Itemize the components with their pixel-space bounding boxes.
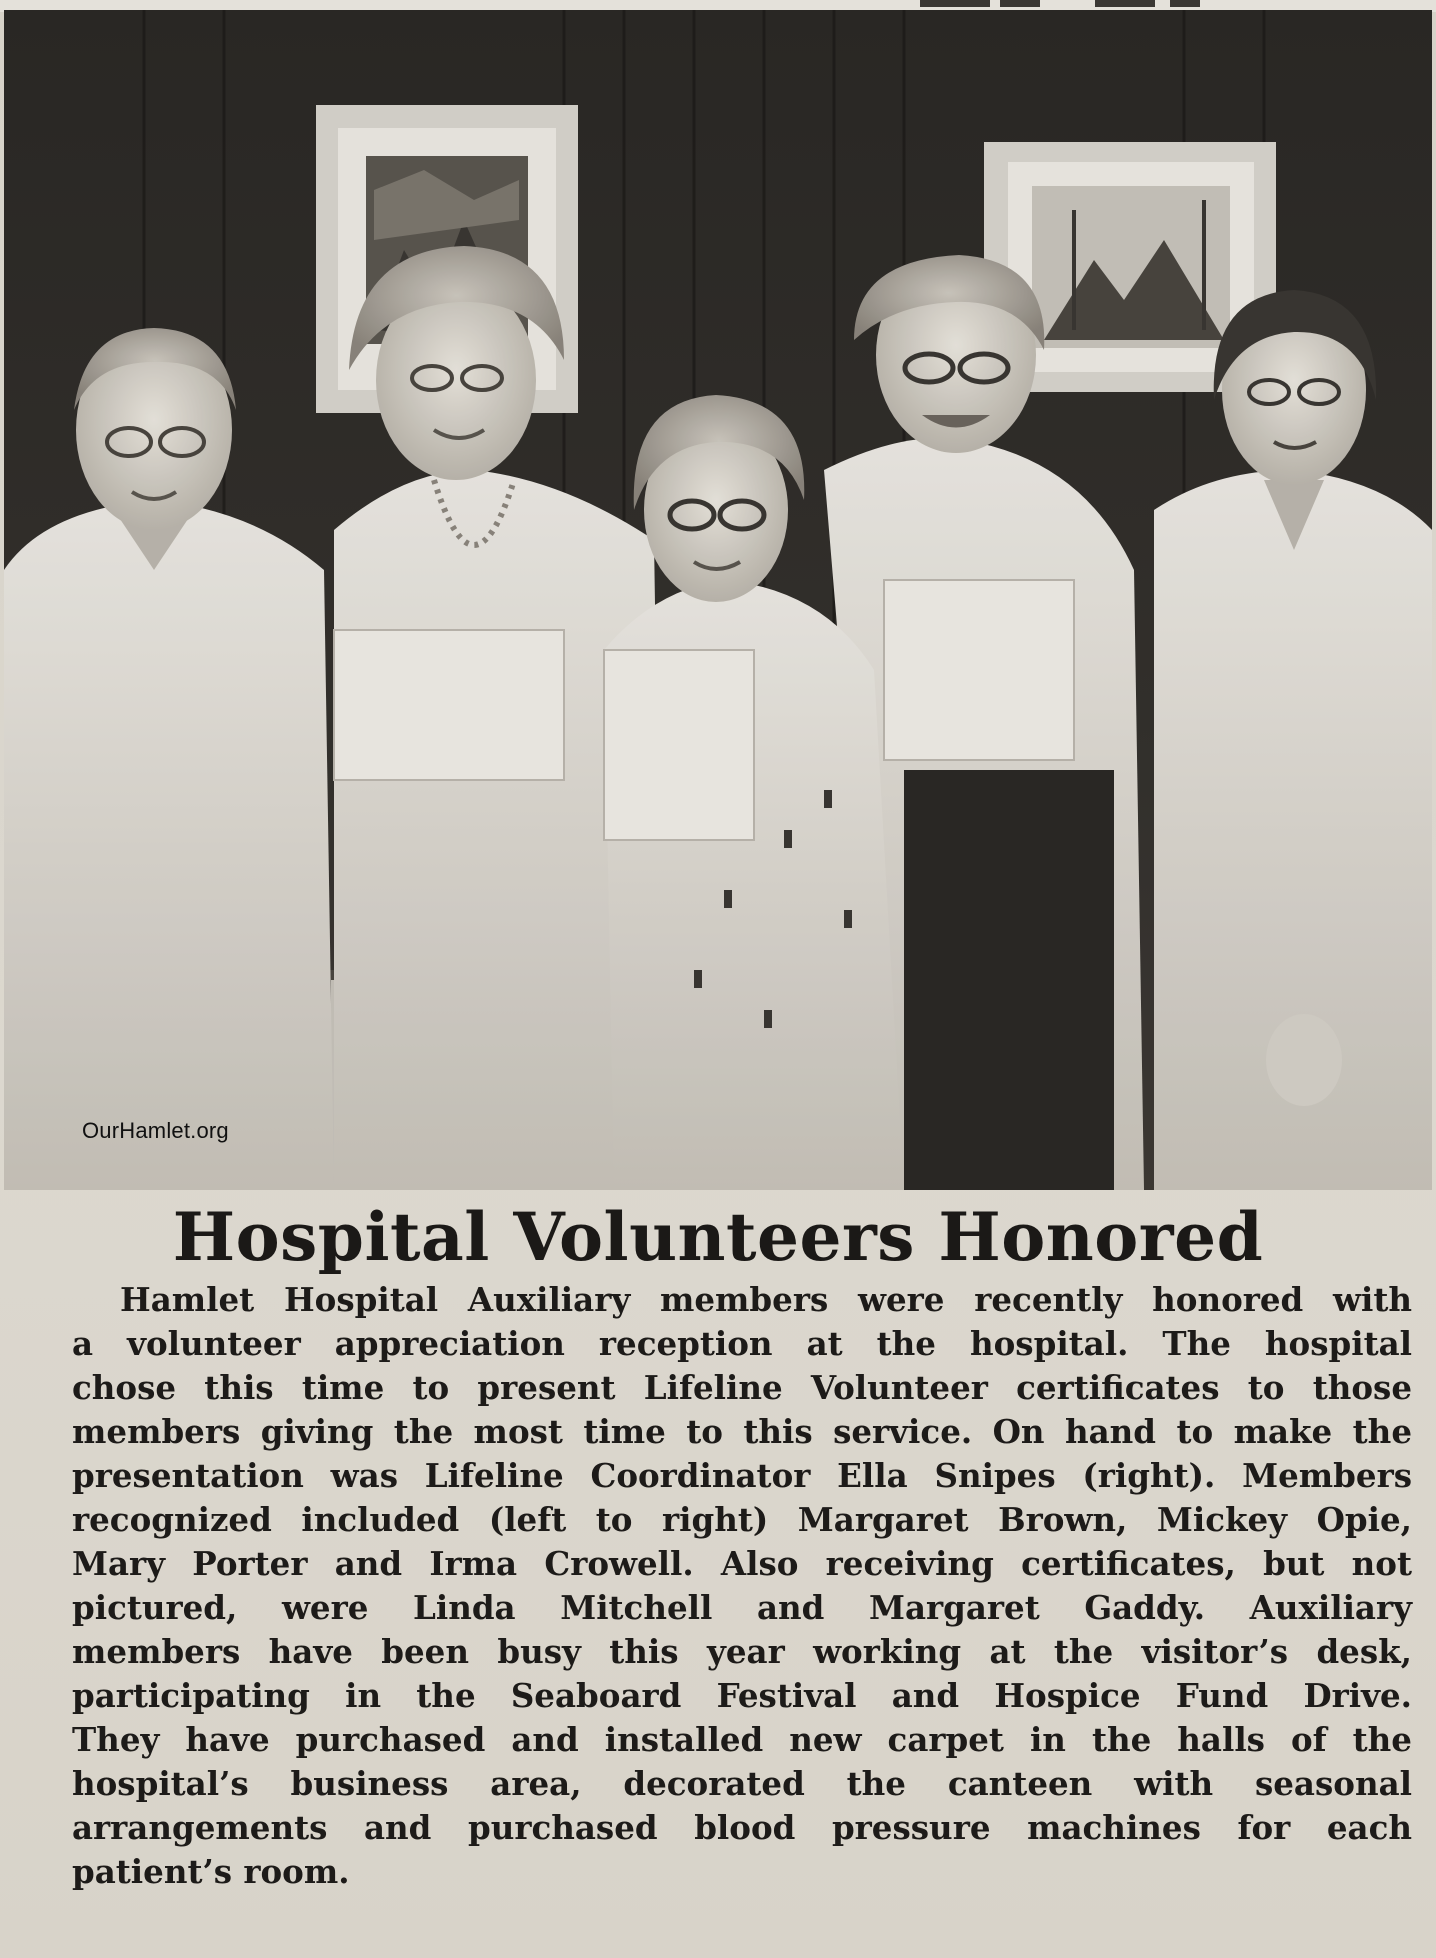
watermark-text: OurHamlet.org (82, 1118, 229, 1143)
article-line: hospital’s business area, decorated the canteen with seasonal (72, 1764, 1412, 1803)
article-line: participating in the Seaboard Festival and Hospice Fund Drive. (72, 1676, 1412, 1715)
article-line: members giving the most time to this service. On hand to make the (72, 1412, 1412, 1451)
article-line: Mary Porter and Irma Crowell. Also receiving certificates, but not (72, 1544, 1412, 1583)
article-line: members have been busy this year working at the visitor’s desk, (72, 1632, 1412, 1671)
article-line: pictured, were Linda Mitchell and Margaret Gaddy. Auxiliary (72, 1588, 1412, 1627)
article-body (72, 1278, 1412, 1894)
headline: Hospital Volunteers Honored (172, 1198, 1264, 1276)
article-line: They have purchased and installed new carpet in the halls of the (72, 1720, 1412, 1759)
article-line: a volunteer appreciation reception at the hospital. The hospital (72, 1324, 1412, 1363)
article-line: recognized included (left to right) Margaret Brown, Mickey Opie, (72, 1500, 1412, 1539)
volunteers-photo (4, 10, 1432, 1190)
article-line: arrangements and purchased blood pressure machines for each (72, 1808, 1412, 1847)
article-line: Hamlet Hospital Auxiliary members were recently honored with (120, 1280, 1412, 1319)
article-line: patient’s room. (72, 1852, 350, 1891)
article-line: presentation was Lifeline Coordinator Ella Snipes (right). Members (72, 1456, 1412, 1495)
article-line: chose this time to present Lifeline Volunteer certificates to those (72, 1368, 1412, 1407)
